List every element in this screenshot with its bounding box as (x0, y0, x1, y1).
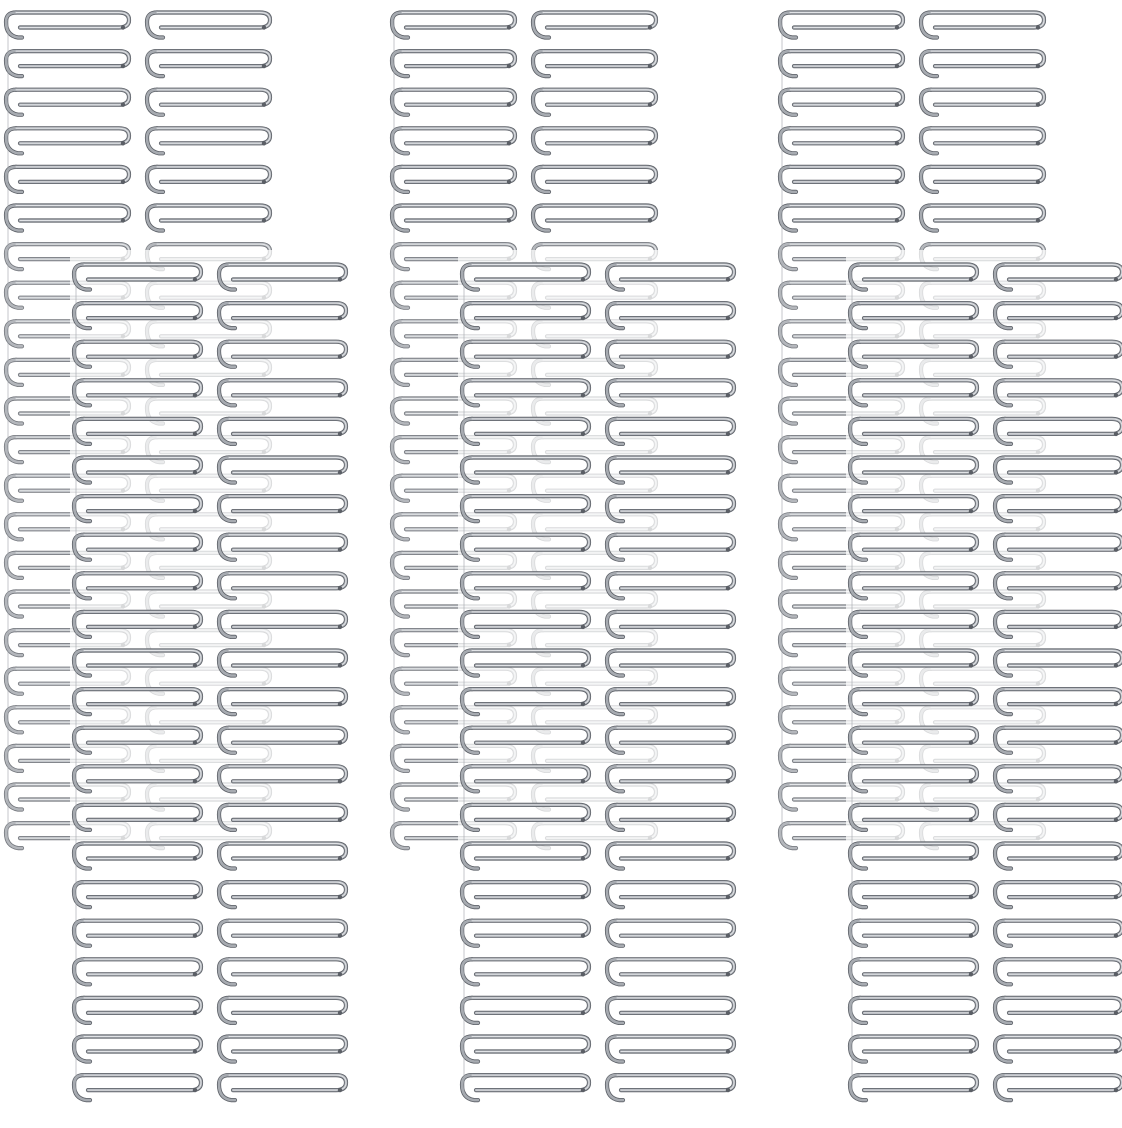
wire-spine-front (846, 250, 1122, 1126)
wire-spine-front (458, 250, 738, 1126)
wire-spine-front (70, 250, 350, 1126)
